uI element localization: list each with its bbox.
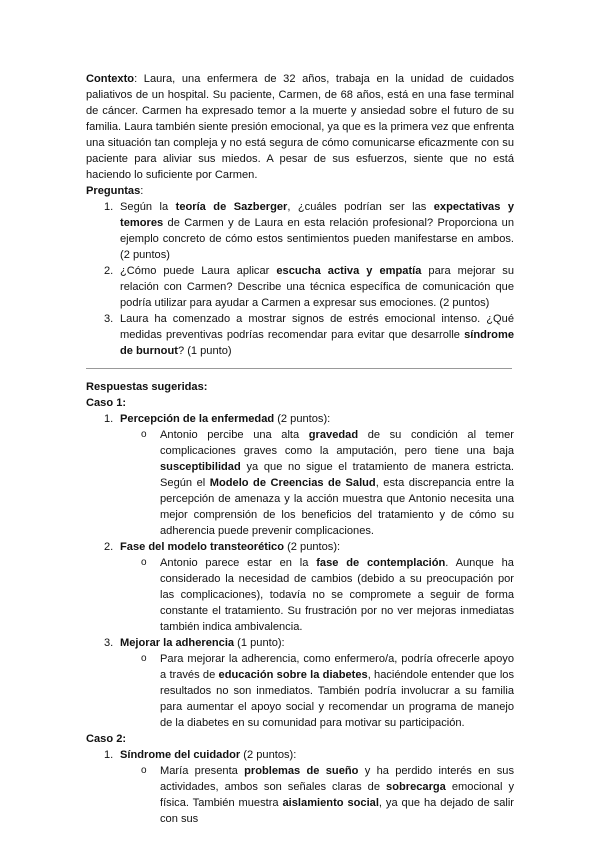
- case2-list: [86, 747, 514, 827]
- case1-item-2: 2. Fase del modelo transteorético (2 puntos):: [104, 541, 341, 553]
- question-2: 2. ¿Cómo puede Laura aplicar escucha activa y empatía para mejorar su relación con Carmen? Describe una técnica específica de comunicación que podría utilizar para ayudar a Carmen a expresar sus emociones. (2 puntos): [104, 265, 514, 309]
- case1-item-3-bullet: o Para mejorar la adherencia, como enfermero/a, podría ofrecerle apoyo a través de educación sobre la diabetes, haciéndole entender que los resultados no son inmediatos. También podría involucrar a su familia para aumentar el apoyo social y recomendar un programa de manejo de la diabetes en su comunidad para motivar su participación.: [141, 653, 514, 729]
- bullet-icon: o: [141, 765, 147, 776]
- case1-item-1-bullet: o Antonio percibe una alta gravedad de su condición al temer complicaciones graves como la amputación, pero tiene una baja susceptibilidad ya que no sigue el tratamiento de manera estricta. Según el Modelo de Creencias de Salud, esta discrepancia entre la percepción de amenaza y la acción muestra que Antonio necesita una mejor comprensión de los beneficios del tratamiento y de cómo su adherencia puede prevenir complicaciones.: [141, 429, 514, 537]
- answers-heading: Respuestas sugeridas:: [86, 381, 208, 393]
- bullet-icon: o: [141, 429, 147, 440]
- bullet-icon: o: [141, 653, 147, 664]
- questions-list: [86, 199, 514, 359]
- questions-heading: Preguntas:: [86, 185, 144, 197]
- context-label: Contexto: [86, 73, 135, 85]
- section-divider: [86, 368, 512, 369]
- context-text: : Laura, una enfermera de 32 años, trabaja en la unidad de cuidados paliativos de un hospital. Su paciente, Carmen, de 68 años, está en una fase terminal de cáncer. Carmen ha expresado temor a la muerte y ansiedad sobre el futuro de su familia. Laura también siente presión emocional, ya que es la primera vez que enfrenta una situación tan compleja y no está segura de cómo comunicarse eficazmente con su paciente para aliviar sus miedos. A pesar de sus esfuerzos, siente que no está haciendo lo suficiente por Carmen.: [86, 73, 514, 181]
- question-3: 3. Laura ha comenzado a mostrar signos de estrés emocional intenso. ¿Qué medidas preventivas podrías recomendar para evitar que desarrolle síndrome de burnout? (1 punto): [104, 313, 514, 357]
- case2-label: Caso 2:: [86, 733, 127, 745]
- document-page: [86, 71, 514, 827]
- case2-item-1-bullet: o María presenta problemas de sueño y ha perdido interés en sus actividades, ambos son señales claras de sobrecarga emocional y física. También muestra aislamiento social, ya que ha dejado de salir con sus: [141, 765, 515, 825]
- bullet-icon: o: [141, 557, 147, 568]
- case1-label: Caso 1:: [86, 397, 127, 409]
- case1-item-3: 3. Mejorar la adherencia (1 punto):: [104, 637, 285, 649]
- case1-list: [86, 411, 514, 731]
- case2-item-1: 1. Síndrome del cuidador (2 puntos):: [104, 749, 297, 761]
- question-1: 1. Según la teoría de Sazberger, ¿cuáles podrían ser las expectativas y temores de Carmen y de Laura en esta relación profesional? Proporciona un ejemplo concreto de cómo estos sentimientos pueden manifestarse en ambos. (2 puntos): [104, 201, 514, 261]
- case1-item-1: 1. Percepción de la enfermedad (2 puntos):: [104, 413, 331, 425]
- context-paragraph: [86, 71, 514, 183]
- case1-item-2-bullet: o Antonio parece estar en la fase de contemplación. Aunque ha considerado la necesidad de cambios (debido a su preocupación por las complicaciones), todavía no se compromete a seguir de forma constante el tratamiento. Su frustración por no ver mejoras inmediatas también indica ambivalencia.: [141, 557, 514, 633]
